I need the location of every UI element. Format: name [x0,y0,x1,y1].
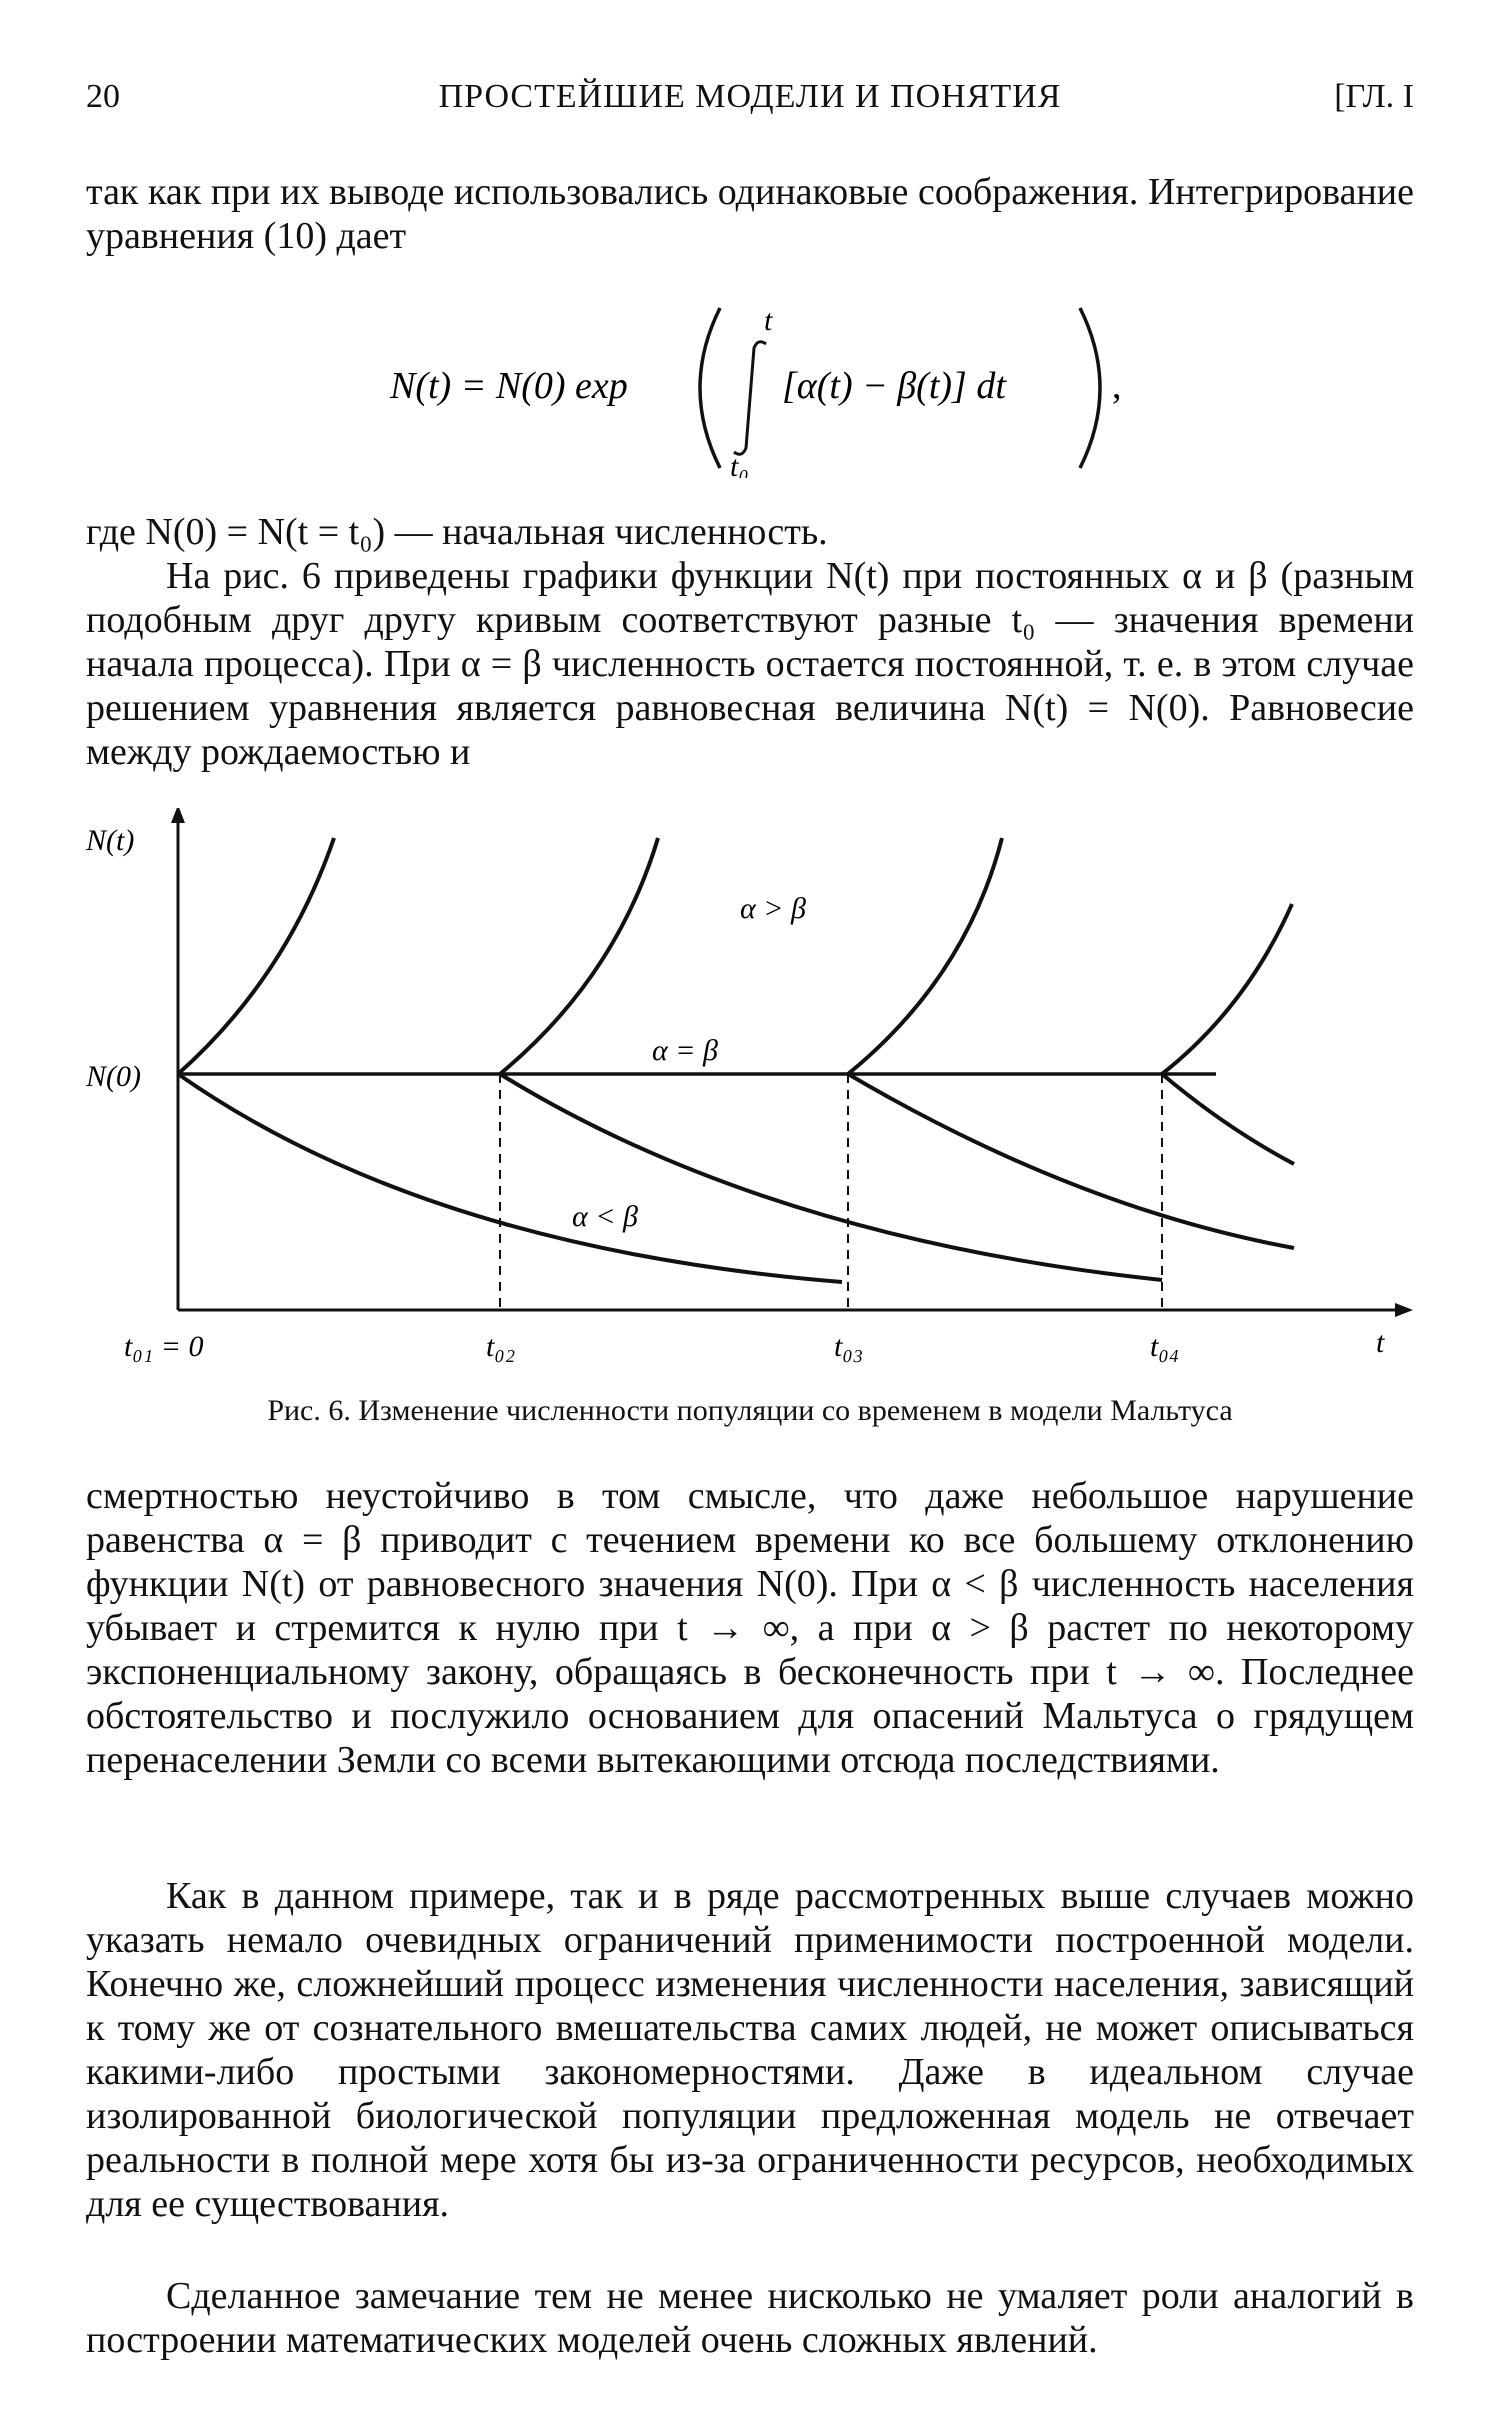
label-equal: α = β [652,1034,718,1067]
label-growth: α > β [740,892,806,925]
n0-label: N(0) [86,1060,141,1093]
formula-graphic [380,298,1140,478]
paragraph-4: смертностью неустойчиво в том смысле, что даже небольшое нарушение равенства α = β приводит с течением времени ко все большему отклонению функции N(t) от равновесного значения N(0). При α < β численность населения убывает и стремится к нулю при t → ∞, а при α > β растет по некоторому экспоненциальному закону, обращаясь в бесконечность при t → ∞. Последнее обстоятельство и послужило основанием для опасений Мальтуса о грядущем перенаселении Земли со всеми вытекающими отсюда последствиями. [86,1475,1414,1781]
decay-curve-3 [848,1074,1294,1248]
tick-t04: t₀₄ [1150,1330,1180,1363]
formula-trailing: , [1112,365,1122,407]
paragraph-5: Как в данном примере, так и в ряде рассмотренных выше случаев можно указать немало очевидных ограничений применимости построенной модели. Конечно же, сложнейший процесс изменения численности населения, зависящий к тому же от сознательного вмешательства самих людей, не может описываться какими-либо простыми закономерностями. Даже в идеальном случае изолированной биологической популяции предложенная модель не отвечает реальности в полной мере хотя бы из-за ограниченности ресурсов, необходимых для ее существования. [86,1875,1414,2225]
growth-curve-2 [500,838,658,1074]
x-axis-label: t [1376,1326,1385,1359]
decay-curve-4 [1162,1074,1294,1164]
malthus-chart [86,808,1414,1368]
page-number: 20 [86,78,120,115]
paragraph-1: так как при их выводе использовались одинаковые соображения. Интегрирование уравнения (10) дает [86,171,1414,257]
paragraph-2: где N(0) = N(t = t₀) — начальная численность. [86,511,828,553]
formula-lhs: N(t) = N(0) exp [390,365,628,407]
tick-t02: t₀₂ [486,1330,516,1363]
figure-caption: Рис. 6. Изменение численности популяции со временем в модели Мальтуса [267,1394,1233,1427]
chapter-label: [ГЛ. I [1334,78,1414,115]
running-title: ПРОСТЕЙШИЕ МОДЕЛИ И ПОНЯТИЯ [438,78,1062,115]
formula-lower-limit: t₀ [730,450,749,478]
decay-curve-1 [178,1074,842,1282]
formula-integrand: [α(t) − β(t)] dt [782,365,1006,407]
left-paren [700,308,720,468]
y-axis-label: N(t) [86,824,135,857]
growth-curve-3 [848,838,1002,1074]
growth-curve-4 [1162,904,1292,1074]
integral-formula [380,298,1140,478]
paragraph-3: На рис. 6 приведены графики функции N(t) при постоянных α и β (разным подобным друг другу кривым соответствуют разные t₀ — значения времени начала процесса). При α = β численность остается постоянной, т. е. в этом случае решением уравнения является равновесная величина N(t) = N(0). Равновесие между рождаемостью и [86,555,1414,773]
label-decay: α < β [572,1200,638,1233]
paragraph-6: Сделанное замечание тем не менее нисколько не умаляет роли аналогий в построении математических моделей очень сложных явлений. [86,2275,1414,2361]
figure-6 [86,808,1414,1368]
page-header [86,78,1414,128]
growth-curve-1 [178,838,334,1074]
tick-t01: t₀₁ = 0 [124,1330,204,1363]
right-paren [1080,308,1100,468]
integral-sign [734,342,766,455]
formula-upper-limit: t [764,304,773,337]
tick-t03: t₀₃ [834,1330,864,1363]
